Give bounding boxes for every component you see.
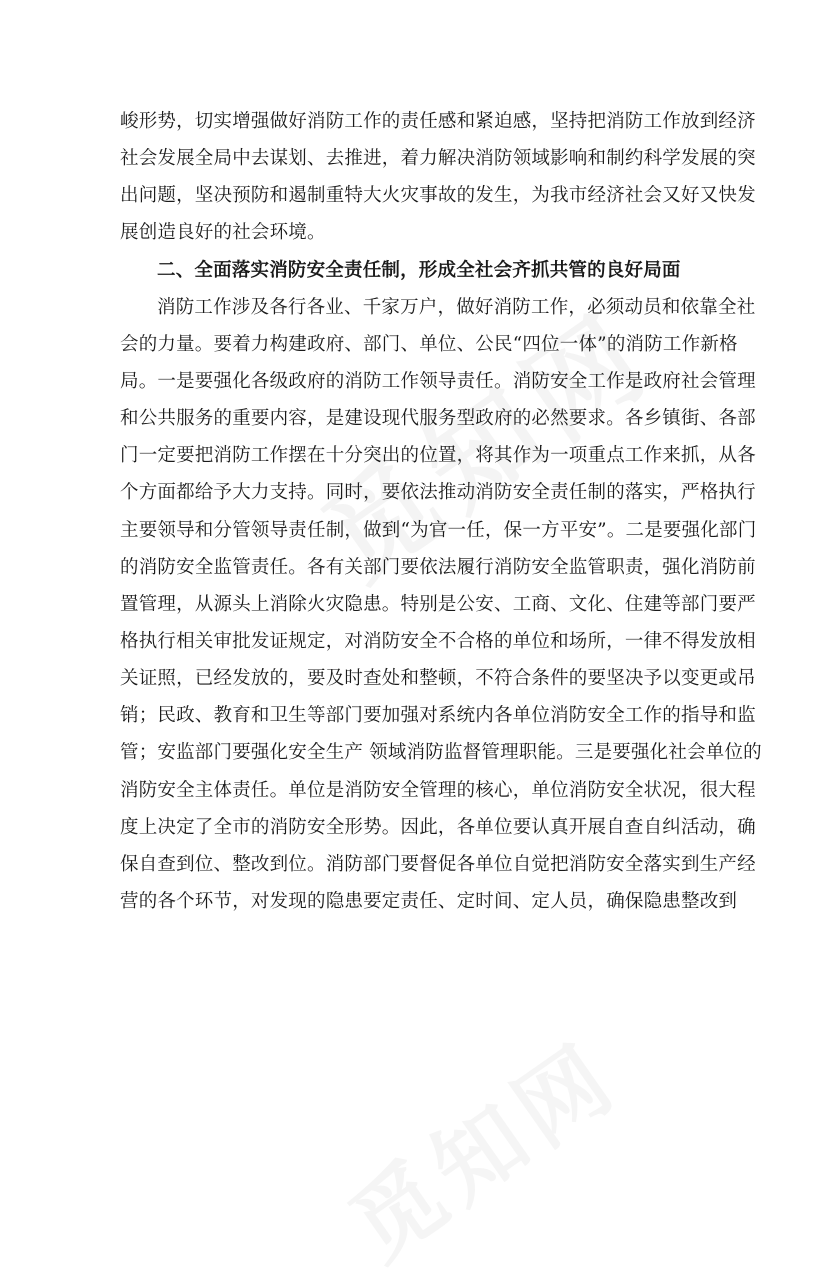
text-line: 格执行相关审批发证规定，对消防安全不合格的单位和场所，一律不得发放相 (120, 630, 756, 652)
paragraph-responsibility (120, 289, 762, 920)
text-line: 销；民政、教育和卫生等部门要加强对系统内各单位消防安全工作的指导和监 (120, 705, 756, 727)
text-line: 的消防安全监管责任。各有关部门要依法履行消防安全监管职责，强化消防前 (120, 556, 756, 578)
text-line: 出问题，坚决预防和遏制重特大火灾事故的发生，为我市经济社会又好又快发 (120, 185, 756, 207)
text-line: 局。一是要强化各级政府的消防工作领导责任。消防安全工作是政府社会管理 (120, 370, 756, 392)
section-heading: 二、全面落实消防安全责任制，形成全社会齐抓共管的良好局面 (157, 259, 681, 281)
text-line: 社会发展全局中去谋划、去推进，着力解决消防领域影响和制约科学发展的突 (120, 148, 756, 170)
paragraph-continuation (120, 103, 756, 252)
document-body (120, 103, 762, 920)
watermark-bottom (320, 1006, 640, 1284)
text-line: 管；安监部门要强化安全生产 领域消防监督管理职能。三是要强化社会单位的 (120, 742, 762, 764)
text-line: 关证照，已经发放的，要及时查处和整顿，不符合条件的要坚决予以变更或吊 (120, 668, 756, 690)
text-line: 个方面都给予大力支持。同时，要依法推动消防安全责任制的落实，严格执行 (120, 482, 756, 504)
text-line: 营的各个环节，对发现的隐患要定责任、定时间、定人员，确保隐患整改到 (120, 890, 738, 912)
text-line: 主要领导和分管领导责任制，做到“为官一任，保一方平安”。二是要强化部门 (120, 519, 757, 541)
text-line: 峻形势，切实增强做好消防工作的责任感和紧迫感，坚持把消防工作放到经济 (120, 111, 756, 132)
text-line: 和公共服务的重要内容，是建设现代服务型政府的必然要求。各乡镇街、各部 (120, 408, 756, 430)
text-line: 度上决定了全市的消防安全形势。因此，各单位要认真开展自查自纠活动，确 (120, 816, 756, 838)
text-line: 展创造良好的社会环境。 (120, 222, 326, 244)
text-line: 消防安全主体责任。单位是消防安全管理的核心，单位消防安全状况，很大程 (120, 779, 756, 801)
text-line: 消防工作涉及各行各业、千家万户，做好消防工作，必须动员和依靠全社 (157, 296, 756, 318)
text-line: 置管理，从源头上消除火灾隐患。特别是公安、工商、文化、住建等部门要严 (120, 593, 756, 615)
text-line: 门一定要把消防工作摆在十分突出的位置，将其作为一项重点工作来抓，从各 (120, 445, 756, 467)
text-line: 会的力量。要着力构建政府、部门、单位、公民“四位一体”的消防工作新格 (120, 333, 738, 355)
text-line: 保自查到位、整改到位。消防部门要督促各单位自觉把消防安全落实到生产经 (120, 853, 756, 875)
